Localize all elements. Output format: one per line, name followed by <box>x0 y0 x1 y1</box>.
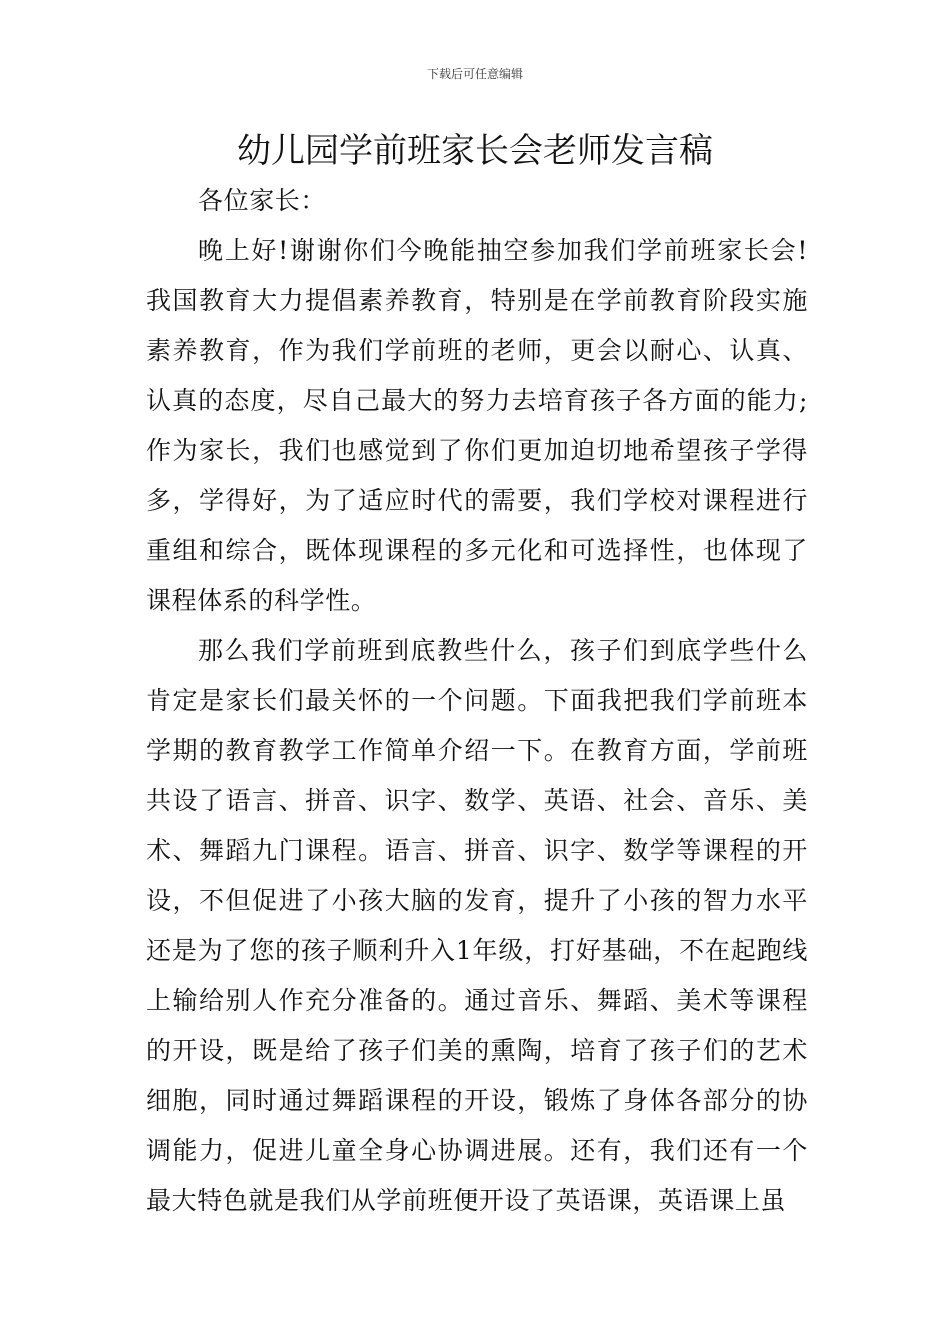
document-body <box>146 176 808 1226</box>
salutation: 各位家长： <box>198 186 327 215</box>
header-note: 下载后可任意编辑 <box>426 67 523 81</box>
paragraph-1: 晚上好!谢谢你们今晚能抽空参加我们学前班家长会!我国教育大力提倡素养教育，特别是在学前教育阶段实施素养教育，作为我们学前班的老师，更会以耐心、认真、认真的态度，尽自己最大的努力去培育孩子各方面的能力;作为家长，我们也感觉到了你们更加迫切地希望孩子学得多，学得好，为了适应时代的需要，我们学校对课程进行重组和综合，既体现课程的多元化和可选择性，也体现了课程体系的科学性。 <box>146 236 808 615</box>
paragraph-2: 那么我们学前班到底教些什么，孩子们到底学些什么肯定是家长们最关怀的一个问题。下面我把我们学前班本学期的教育教学工作简单介绍一下。在教育方面，学前班共设了语言、拼音、识字、数学、英语、社会、音乐、美术、舞蹈九门课程。语言、拼音、识字、数学等课程的开设，不但促进了小孩大脑的发育，提升了小孩的智力水平还是为了您的孩子顺利升入1年级，打好基础，不在起跑线上输给别人作充分准备的。通过音乐、舞蹈、美术等课程的开设，既是给了孩子们美的熏陶，培育了孩子们的艺术细胞，同时通过舞蹈课程的开设，锻炼了身体各部分的协调能力，促进儿童全身心协调进展。还有，我们还有一个最大特色就是我们从学前班便开设了英语课，英语课上虽 <box>146 636 808 1215</box>
document-title: 幼儿园学前班家长会老师发言稿 <box>237 131 713 171</box>
